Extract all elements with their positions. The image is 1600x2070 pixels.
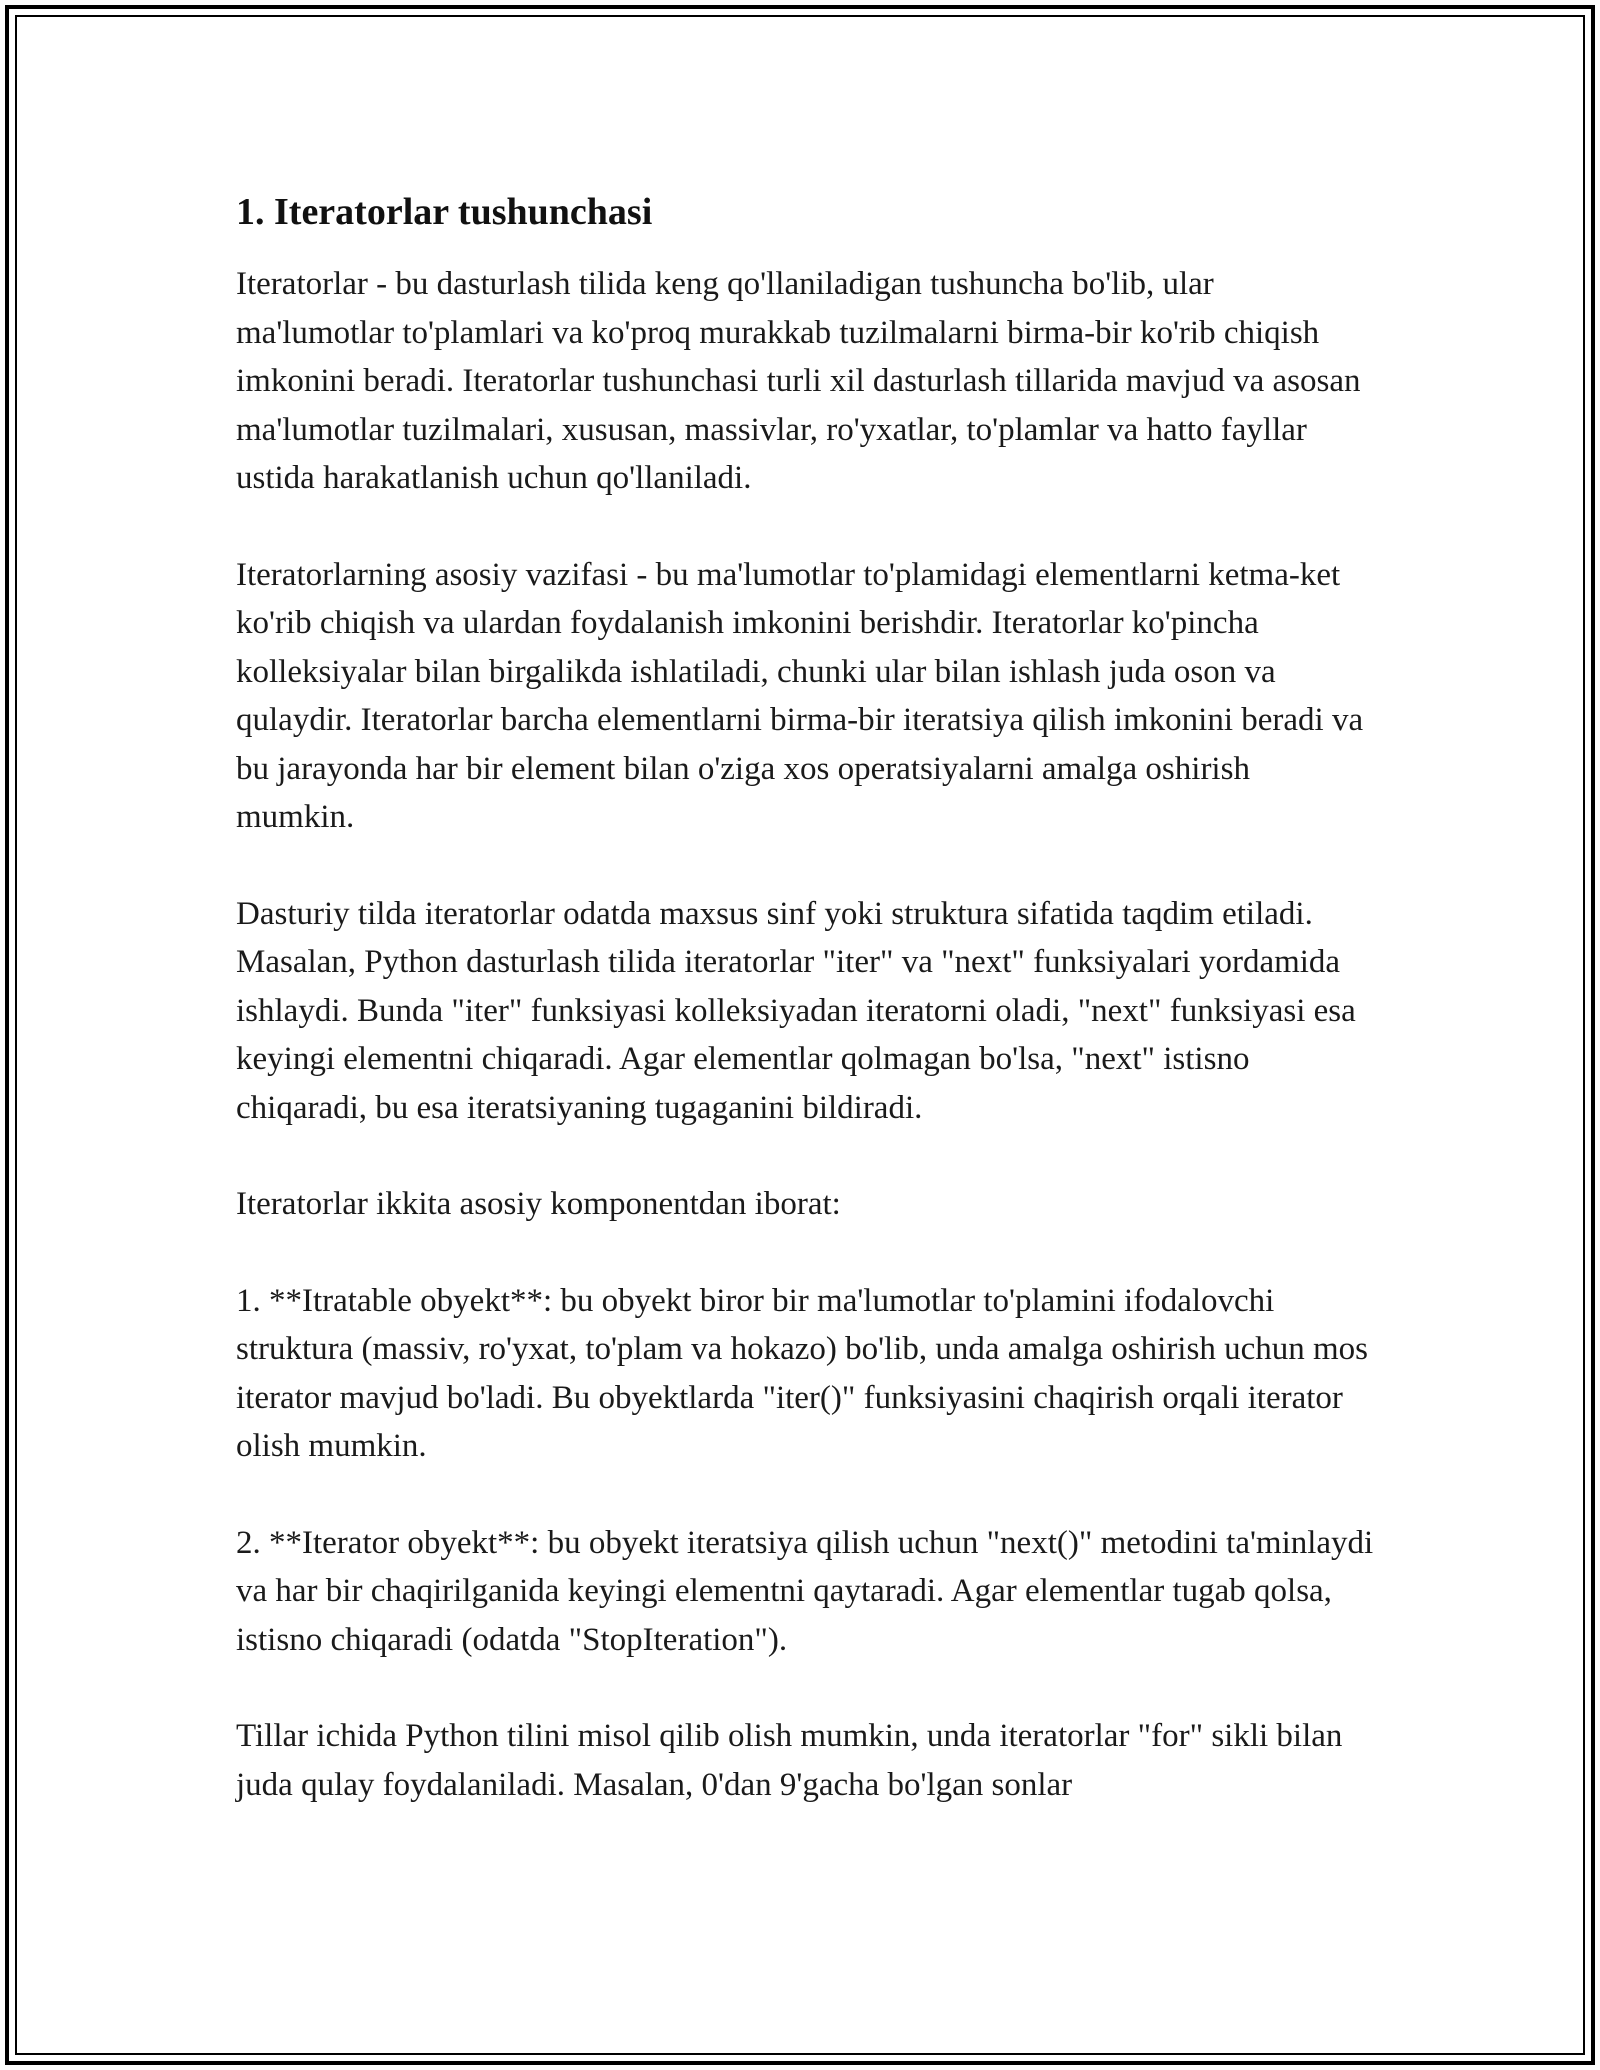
paragraph-components-intro: Iteratorlar ikkita asosiy komponentdan iborat: — [236, 1186, 841, 1222]
paragraph-main-purpose: Iteratorlarning asosiy vazifasi - bu ma'lumotlar to'plamidagi elementlarni ketma-ket ko'rib chiqish va ulardan foydalanish imkonini berishdir. Iteratorlar ko'pincha kolleksiyalar bilan birgalikda ishlatiladi, chunki ular bilan ishlash juda oson va qulaydir. Iteratorlar barcha elementlarni birma-bir iteratsiya qilish imkonini beradi va bu jarayonda har bir element bilan o'ziga xos operatsiyalarni amalga oshirish mumkin. — [236, 556, 1364, 835]
document-body — [236, 184, 1376, 1857]
paragraph-intro: Iteratorlar - bu dasturlash tilida keng qo'llaniladigan tushuncha bo'lib, ular ma'lumotlar to'plamlari va ko'proq murakkab tuzilmalarni birma-bir ko'rib chiqish imkonini beradi. Iteratorlar tushunchasi turli xil dasturlash tillarida mavjud va asosan ma'lumotlar tuzilmalari, xususan, massivlar, ro'yxatlar, to'plamlar va hatto fayllar ustida harakatlanish uchun qo'llaniladi. — [236, 266, 1361, 496]
section-heading: 1. Iteratorlar tushunchasi — [236, 191, 653, 233]
list-item-iterable: 1. **Itratable obyekt**: bu obyekt biror bir ma'lumotlar to'plamini ifodalovchi struktura (massiv, ro'yxat, to'plam va hokazo) bo'lib, unda amalga oshirish uchun mos iterator mavjud bo'ladi. Bu obyektlarda "iter()" funksiyasini chaqirish orqali iterator olish mumkin. — [236, 1282, 1368, 1464]
paragraph-for-loop: Tillar ichida Python tilini misol qilib olish mumkin, unda iteratorlar "for" sikli bilan juda qulay foydalaniladi. Masalan, 0'dan 9'gacha bo'lgan sonlar — [236, 1718, 1343, 1803]
paragraph-python-example: Dasturiy tilda iteratorlar odatda maxsus sinf yoki struktura sifatida taqdim etiladi. Masalan, Python dasturlash tilida iteratorlar "iter" va "next" funksiyalari yordamida ishlaydi. Bunda "iter" funksiyasi kolleksiyadan iteratorni oladi, "next" funksiyasi esa keyingi elementni chiqaradi. Agar elementlar qolmagan bo'lsa, "next" istisno chiqaradi, bu esa iteratsiyaning tugaganini bildiradi. — [236, 895, 1356, 1126]
list-item-iterator: 2. **Iterator obyekt**: bu obyekt iteratsiya qilish uchun "next()" metodini ta'minlaydi va har bir chaqirilganida keyingi elementni qaytaradi. Agar elementlar tugab qolsa, istisno chiqaradi (odatda "StopIteration"). — [236, 1524, 1374, 1658]
